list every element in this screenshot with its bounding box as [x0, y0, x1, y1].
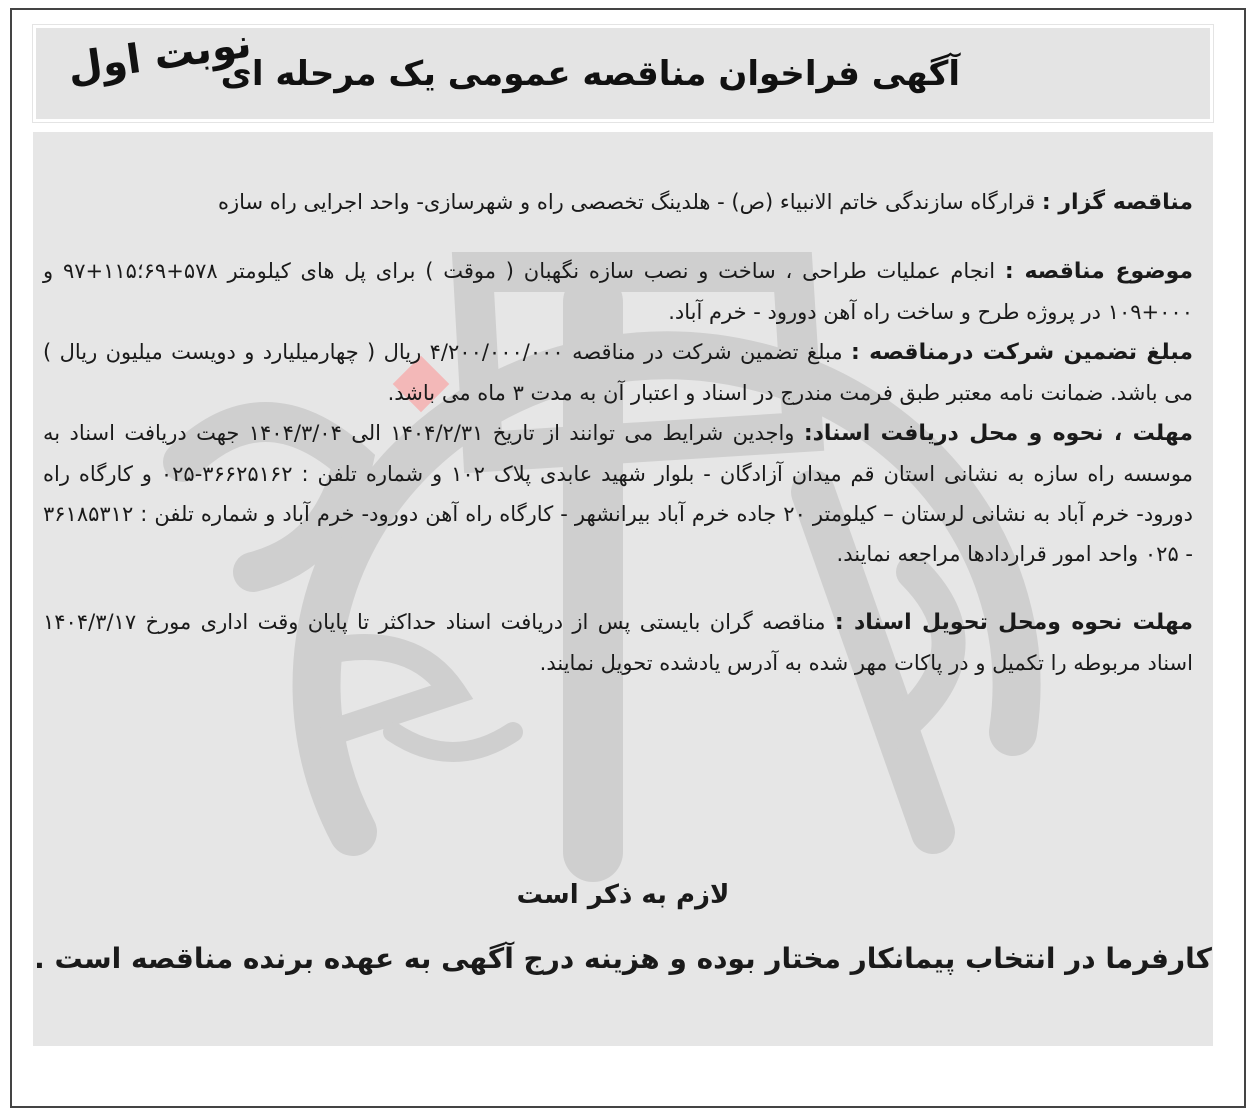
section-tenderer — [43, 182, 1193, 223]
note-title: لازم به ذکر است — [516, 880, 730, 910]
section-text: مناقصه گران بایستی پس از دریافت اسناد حداکثر تا پایان وقت اداری مورخ ۱۴۰۴/۳/۱۷ اسناد مربوطه را تکمیل و در پاکات مهر شده به آدرس یادشده تحویل نمایند. — [43, 610, 1193, 675]
section-label: مهلت ، نحوه و محل دریافت اسناد: — [803, 421, 1194, 446]
round-badge: نوبت اول — [64, 20, 255, 92]
note-text: کارفرما در انتخاب پیمانکار مختار بوده و هزینه درج آگهی به عهده برنده مناقصه است . — [34, 942, 1212, 975]
section-label: مناقصه گزار : — [1041, 190, 1193, 215]
section-text: واجدین شرایط می توانند از تاریخ ۱۴۰۴/۲/۳۱ الی ۱۴۰۴/۳/۰۴ جهت دریافت اسناد به موسسه راه سازه به نشانی استان قم میدان آزادگان - بلوار شهید عابدی پلاک ۱۰۲ و شماره تلفن : ۳۶۶۲۵۱۶۲-۰۲۵ و کارگاه راه دورود- خرم آباد به نشانی لرستان – کیلومتر ۲۰ جاده خرم آباد بیرانشهر - کارگاه راه آهن دورود- خرم آباد و شماره تلفن : ۳۶۱۸۵۳۱۲ - ۰۲۵ واحد امور قراردادها مراجعه نمایند. — [43, 421, 1193, 566]
section-guarantee — [43, 332, 1193, 413]
section-label: مهلت نحوه ومحل تحویل اسناد : — [834, 610, 1193, 635]
ad-title: آگهی فراخوان مناقصه عمومی یک مرحله ای — [220, 54, 960, 94]
section-label: موضوع مناقصه : — [1004, 259, 1193, 284]
section-text: انجام عملیات طراحی ، ساخت و نصب سازه نگهبان ( موقت ) برای پل های کیلومتر ۵۷۸+۶۹؛۱۱۵+۹۷ و ۰۰۰+۱۰۹ در پروژه طرح و ساخت راه آهن دورود - خرم آباد. — [43, 259, 1193, 324]
section-label: مبلغ تضمین شرکت درمناقصه : — [851, 340, 1193, 365]
ad-content — [43, 182, 1193, 683]
section-document-receipt — [43, 413, 1193, 574]
section-subject — [43, 251, 1193, 332]
ad-header — [33, 20, 1213, 122]
section-text: قرارگاه سازندگی خاتم الانبیاء (ص) - هلدینگ تخصصی راه و شهرسازی- واحد اجرایی راه سازه — [217, 190, 1036, 214]
ad-body — [33, 132, 1213, 1046]
section-document-delivery — [43, 602, 1193, 683]
section-text: مبلغ تضمین شرکت در مناقصه ۴/۲۰۰/۰۰۰/۰۰۰ ریال ( چهارمیلیارد و دویست میلیون ریال ) می باشد. ضمانت نامه معتبر طبق فرمت مندرج در اسناد و اعتبار آن به مدت ۳ ماه می باشد. — [43, 340, 1193, 405]
